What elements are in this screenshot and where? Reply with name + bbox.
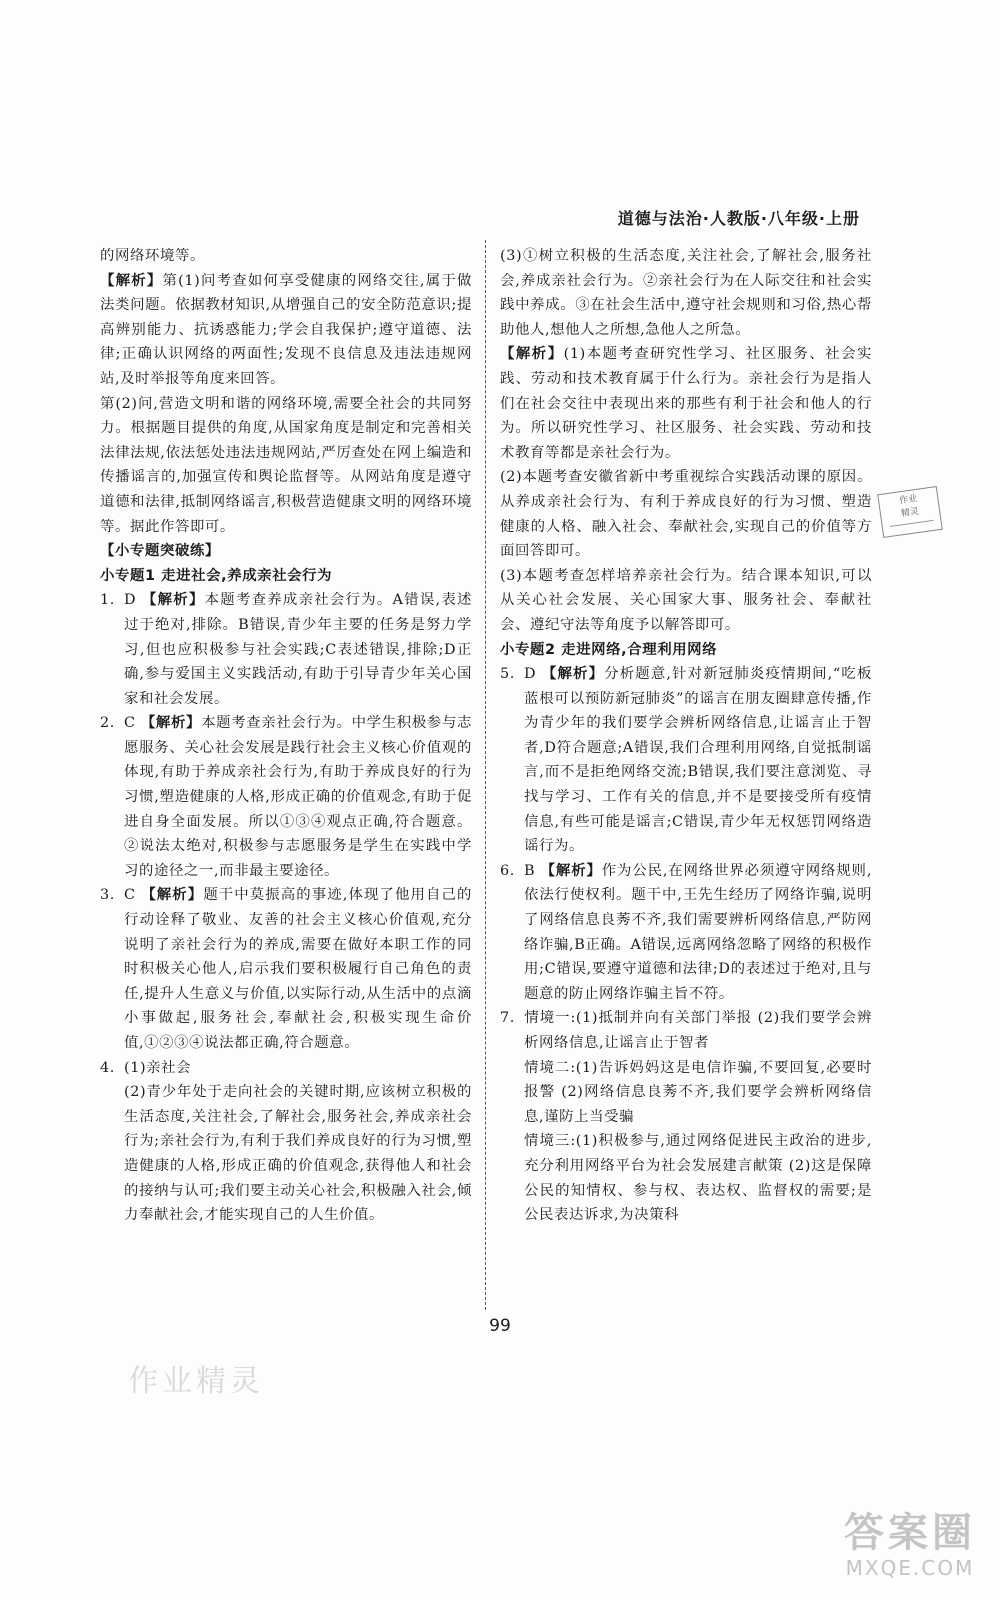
paragraph: 第(2)问,营造文明和谐的网络环境,需要全社会的共同努力。根据题目提供的角度,从国家角度是制定和完善相关法律法规,依法惩处违法违规网站,严厉查处在网上编造和传播谣言的,加强宣传和舆论监督等。从网站角度是遵守道德和法律,抵制网络谣言,积极营造健康文明的网络环境等。据此作答即可。 <box>100 395 472 535</box>
analysis-tag: 【解析】 <box>100 272 163 289</box>
watermark-corner: 答案圈 MXQE.COM <box>844 1510 976 1580</box>
subsection-heading-1: 小专题1 走进社会,养成亲社会行为 <box>100 567 333 584</box>
paragraph: (2)本题考查安徽省新中考重视综合实践活动课的原因。从养成亲社会行为、有利于养成良好的行为习惯、塑造健康的人格、融入社会、奉献社会,实现自己的价值等方面回答即可。 <box>500 469 872 560</box>
answer-item-3: 3. C 【解析】题干中莫振高的事迹,体现了他用自己的行动诠释了敬业、友善的社会主义核心价值观,充分说明了亲社会行为的养成,需要在做好本职工作的同时积极关心他人,启示我们要积极履行自己角色的责任,提升人生意义与价值,以实际行动,从生活中的点滴小事做起,服务社会,奉献社会,积极实现生命价值,①②③④说法都正确,符合题意。 <box>100 887 472 1051</box>
paragraph: 的网络环境等。 <box>100 248 205 264</box>
answer-item-7-part-2: 情境二:(1)告诉妈妈这是电信诈骗,不要回复,必要时报警 (2)网络信息良莠不齐,我们要学会辨析网络信息,谨防上当受骗 <box>524 1059 872 1125</box>
subsection-heading-2: 小专题2 走进网络,合理利用网络 <box>500 641 718 658</box>
answer-item-7-part-3: 情境三:(1)积极参与,通过网络促进民主政治的进步,充分利用网络平台为社会发展建言献策 (2)这是保障公民的知情权、参与权、表达权、监督权的需要;是公民表达诉求,为决策科 <box>524 1133 872 1224</box>
answer-item-5: 5. D 【解析】分析题意,针对新冠肺炎疫情期间,“吃板蓝根可以预防新冠肺炎”的谣言在朋友圈肆意传播,作为青少年的我们要学会辨析网络信息,让谣言止于智者,D符合题意;A错误,我们合理利用网络,自觉抵制谣言,而不是拒绝网络交流;B错误,我们要注意浏览、寻找与学习、工作有关的信息,并不是要接受所有疫情信息,有些可能是谣言;C错误,青少年无权惩罚网络造谣行为。 <box>500 666 872 855</box>
answer-item-7: 7. 情境一:(1)抵制并向有关部门举报 (2)我们要学会辨析网络信息,让谣言止于智者 <box>500 1010 872 1051</box>
watermark-faint: 作业精灵 <box>128 1364 264 1399</box>
answer-item-1: 1. D 【解析】本题考查养成亲社会行为。A错误,表述过于绝对,排除。B错误,青少年主要的任务是努力学习,但也应积极参与社会实践;C表述错误,排除;D正确,参与爱国主义实践活动,有助于引导青少年关心国家和社会发展。 <box>100 592 472 707</box>
stamp-logo: 作业 精灵 <box>877 486 943 538</box>
analysis-paragraph: 【解析】(1)本题考查研究性学习、社区服务、社会实践、劳动和技术教育属于什么行为。亲社会行为是指人们在社会交往中表现出来的那些有利于社会和他人的行为。所以研究性学习、社区服务、社会实践、劳动和技术教育等都是亲社会行为。 <box>500 346 872 461</box>
section-heading: 【小专题突破练】 <box>100 543 220 560</box>
running-header: 道德与法治·人教版·八年级·上册 <box>617 209 860 228</box>
answer-item-2: 2. C 【解析】本题考查亲社会行为。中学生积极参与志愿服务、关心社会发展是践行社会主义核心价值观的体现,有助于养成亲社会行为,有助于养成良好的行为习惯,塑造健康的人格,形成正确的价值观念,有助于促进自身全面发展。所以①③④观点正确,符合题意。②说法太绝对,积极参与志愿服务是学生在实践中学习的途径之一,而非最主要途径。 <box>100 715 472 879</box>
column-divider <box>485 240 486 1310</box>
left-column <box>100 244 472 1228</box>
answer-item-4: 4. (1)亲社会 <box>100 1059 192 1076</box>
page-number: 99 <box>489 1316 511 1336</box>
answer-item-4-part-2: (2)青少年处于走向社会的关键时期,应该树立积极的生活态度,关注社会,了解社会,服务社会,养成亲社会行为;亲社会行为,有利于我们养成良好的行为习惯,塑造健康的人格,形成正确的价值观念,获得他人和社会的接纳与认可;我们要主动关心社会,积极融入社会,倾力奉献社会,才能实现自己的人生价值。 <box>124 1084 472 1224</box>
analysis-paragraph: 【解析】第(1)问考查如何享受健康的网络交往,属于做法类问题。依据教材知识,从增强自己的安全防范意识;提高辨别能力、抗诱惑能力;学会自我保护;遵守道德、法律;正确认识网络的两面性;发现不良信息及违法违规网站,及时举报等角度来回答。 <box>100 272 472 387</box>
paragraph: (3)本题考查怎样培养亲社会行为。结合课本知识,可以从关心社会发展、关心国家大事、服务社会、奉献社会、遵纪守法等角度予以解答即可。 <box>500 567 872 633</box>
answer-item-6: 6. B 【解析】作为公民,在网络世界必须遵守网络规则,依法行使权利。题干中,王先生经历了网络诈骗,说明了网络信息良莠不齐,我们需要辨析网络信息,严防网络诈骗,B正确。A错误,远离网络忽略了网络的积极作用;C错误,要遵守道德和法律;D的表述过于绝对,且与题意的防止网络诈骗主旨不符。 <box>500 862 872 1002</box>
paragraph: (3)①树立积极的生活态度,关注社会,了解社会,服务社会,养成亲社会行为。②亲社会行为在人际交往和社会实践中养成。③在社会生活中,遵守社会规则和习俗,热心帮助他人,想他人之所想,急他人之所急。 <box>500 248 872 338</box>
right-column <box>500 244 872 1228</box>
